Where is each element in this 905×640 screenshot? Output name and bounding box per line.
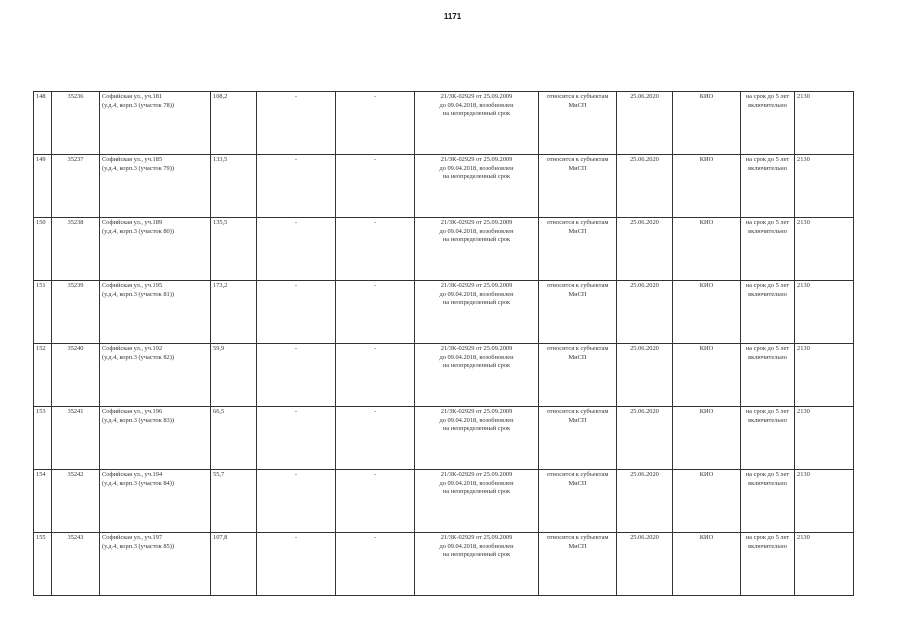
cell-n: 155 <box>36 534 46 541</box>
cell-status1: относится к субъектам <box>546 219 609 226</box>
category-code <box>795 155 854 218</box>
column-6-value <box>336 470 415 533</box>
cell-doc1: 21/ЗК-02929 от 25.09.2009 <box>440 345 513 352</box>
cell-c6: - <box>373 534 377 541</box>
cell-addr2: (у.д.4, корп.3 (участок 80)) <box>102 227 174 235</box>
cell-code2: 2130 <box>797 534 810 541</box>
cell-n: 151 <box>36 282 46 289</box>
cell-term1: на срок до 5 лет <box>745 219 790 226</box>
record-date <box>617 533 673 596</box>
cell-org: КИО <box>699 471 714 478</box>
cell-code: 35241 <box>67 408 84 415</box>
row-number <box>34 92 52 155</box>
cell-code2: 2130 <box>797 156 810 163</box>
column-5-value <box>257 407 336 470</box>
lease-term <box>741 344 795 407</box>
cell-date: 25.06.2020 <box>630 282 659 289</box>
cell-addr2: (у.д.4, корп.3 (участок 79)) <box>102 164 174 172</box>
category-code <box>795 281 854 344</box>
cell-status2: МиСП <box>568 290 587 298</box>
object-address <box>100 155 211 218</box>
cell-addr2: (у.д.4, корп.3 (участок 85)) <box>102 542 174 550</box>
table-row <box>34 218 854 281</box>
cell-area: 135,5 <box>213 219 228 226</box>
lease-term <box>741 470 795 533</box>
object-area <box>211 92 257 155</box>
cell-doc3: на неопределенный срок <box>442 236 511 244</box>
contract-details <box>415 92 539 155</box>
cell-term1: на срок до 5 лет <box>745 471 790 478</box>
cell-c6: - <box>373 156 377 163</box>
cell-status1: относится к субъектам <box>546 282 609 289</box>
cell-term1: на срок до 5 лет <box>745 534 790 541</box>
cell-code2: 2130 <box>797 345 810 352</box>
cell-date: 25.06.2020 <box>630 93 659 100</box>
contract-details <box>415 407 539 470</box>
cell-addr2: (у.д.4, корп.3 (участок 81)) <box>102 290 174 298</box>
cell-doc1: 21/ЗК-02929 от 25.09.2009 <box>440 471 513 478</box>
organization <box>673 281 741 344</box>
cell-code2: 2130 <box>797 282 810 289</box>
object-area <box>211 155 257 218</box>
object-area <box>211 533 257 596</box>
contract-details <box>415 533 539 596</box>
table-row <box>34 281 854 344</box>
column-5-value <box>257 92 336 155</box>
sme-status <box>539 470 617 533</box>
category-code <box>795 470 854 533</box>
cell-area: 55,7 <box>213 471 225 478</box>
cell-doc2: до 09.04.2018, возобновлен <box>439 227 514 235</box>
column-6-value <box>336 92 415 155</box>
column-6-value <box>336 407 415 470</box>
cell-code: 35238 <box>67 219 84 226</box>
cell-addr1: Софийская ул., уч.189 <box>102 219 163 226</box>
cell-date: 25.06.2020 <box>630 534 659 541</box>
object-area <box>211 281 257 344</box>
cell-date: 25.06.2020 <box>630 471 659 478</box>
contract-details <box>415 281 539 344</box>
cell-date: 25.06.2020 <box>630 345 659 352</box>
cell-code: 35239 <box>67 282 84 289</box>
cell-area: 66,5 <box>213 408 225 415</box>
cell-area: 59,9 <box>213 345 225 352</box>
category-code <box>795 407 854 470</box>
contract-details <box>415 155 539 218</box>
cell-term2: включительно <box>748 227 787 235</box>
category-code <box>795 92 854 155</box>
cell-n: 153 <box>36 408 46 415</box>
object-code <box>52 218 100 281</box>
lease-term <box>741 155 795 218</box>
cell-term2: включительно <box>748 164 787 172</box>
cell-code: 35242 <box>67 471 84 478</box>
organization <box>673 407 741 470</box>
cell-n: 149 <box>36 156 46 163</box>
cell-status1: относится к субъектам <box>546 471 609 478</box>
cell-org: КИО <box>699 408 714 415</box>
cell-org: КИО <box>699 156 714 163</box>
cell-doc3: на неопределенный срок <box>442 551 511 559</box>
cell-status1: относится к субъектам <box>546 156 609 163</box>
object-code <box>52 155 100 218</box>
sme-status <box>539 155 617 218</box>
cell-c5: - <box>294 93 298 100</box>
record-date <box>617 281 673 344</box>
cell-area: 108,2 <box>213 93 228 100</box>
column-5-value <box>257 470 336 533</box>
cell-doc3: на неопределенный срок <box>442 110 511 118</box>
cell-code: 35236 <box>67 93 84 100</box>
cell-doc1: 21/ЗК-02929 от 25.09.2009 <box>440 534 513 541</box>
cell-date: 25.06.2020 <box>630 219 659 226</box>
cell-doc2: до 09.04.2018, возобновлен <box>439 353 514 361</box>
column-5-value <box>257 344 336 407</box>
object-address <box>100 218 211 281</box>
cell-doc3: на неопределенный срок <box>442 425 511 433</box>
cell-c6: - <box>373 93 377 100</box>
cell-addr1: Софийская ул., уч.192 <box>102 345 163 352</box>
cell-n: 152 <box>36 345 46 352</box>
lease-term <box>741 281 795 344</box>
object-address <box>100 470 211 533</box>
cell-status2: МиСП <box>568 416 587 424</box>
cell-org: КИО <box>699 534 714 541</box>
record-date <box>617 344 673 407</box>
table-body <box>34 92 854 596</box>
cell-c6: - <box>373 408 377 415</box>
table-row <box>34 92 854 155</box>
cell-code: 35237 <box>67 156 84 163</box>
cell-addr1: Софийская ул., уч.196 <box>102 408 163 415</box>
category-code <box>795 344 854 407</box>
organization <box>673 218 741 281</box>
cell-area: 107,8 <box>213 534 228 541</box>
row-number <box>34 218 52 281</box>
lease-term <box>741 218 795 281</box>
cell-status1: относится к субъектам <box>546 93 609 100</box>
cell-code2: 2130 <box>797 471 810 478</box>
cell-n: 150 <box>36 219 46 226</box>
cell-term2: включительно <box>748 479 787 487</box>
cell-term1: на срок до 5 лет <box>745 156 790 163</box>
organization <box>673 344 741 407</box>
table-row <box>34 407 854 470</box>
record-date <box>617 407 673 470</box>
cell-doc3: на неопределенный срок <box>442 488 511 496</box>
cell-doc1: 21/ЗК-02929 от 25.09.2009 <box>440 156 513 163</box>
cell-addr1: Софийская ул., уч.194 <box>102 471 163 478</box>
row-number <box>34 281 52 344</box>
contract-details <box>415 218 539 281</box>
table-row <box>34 533 854 596</box>
cell-term1: на срок до 5 лет <box>745 282 790 289</box>
row-number <box>34 344 52 407</box>
row-number <box>34 407 52 470</box>
cell-code2: 2130 <box>797 219 810 226</box>
cell-doc3: на неопределенный срок <box>442 299 511 307</box>
cell-code: 35240 <box>67 345 84 352</box>
object-area <box>211 407 257 470</box>
cell-doc2: до 09.04.2018, возобновлен <box>439 542 514 550</box>
cell-addr1: Софийская ул., уч.195 <box>102 282 163 289</box>
column-5-value <box>257 281 336 344</box>
organization <box>673 92 741 155</box>
cell-org: КИО <box>699 93 714 100</box>
organization <box>673 533 741 596</box>
object-address <box>100 407 211 470</box>
cell-c6: - <box>373 219 377 226</box>
object-address <box>100 92 211 155</box>
contract-details <box>415 470 539 533</box>
cell-term2: включительно <box>748 353 787 361</box>
cell-c6: - <box>373 282 377 289</box>
record-date <box>617 92 673 155</box>
cell-doc3: на неопределенный срок <box>442 362 511 370</box>
lease-term <box>741 92 795 155</box>
table-row <box>34 470 854 533</box>
row-number <box>34 470 52 533</box>
cell-status2: МиСП <box>568 353 587 361</box>
cell-addr2: (у.д.4, корп.3 (участок 83)) <box>102 416 174 424</box>
cell-status1: относится к субъектам <box>546 408 609 415</box>
cell-status2: МиСП <box>568 542 587 550</box>
cell-c5: - <box>294 156 298 163</box>
organization <box>673 470 741 533</box>
table-row <box>34 155 854 218</box>
object-code <box>52 533 100 596</box>
column-6-value <box>336 344 415 407</box>
object-code <box>52 344 100 407</box>
cell-doc1: 21/ЗК-02929 от 25.09.2009 <box>440 408 513 415</box>
cell-area: 173,2 <box>213 282 228 289</box>
cell-term2: включительно <box>748 101 787 109</box>
lease-term <box>741 407 795 470</box>
column-6-value <box>336 281 415 344</box>
sme-status <box>539 407 617 470</box>
object-code <box>52 407 100 470</box>
cell-c5: - <box>294 282 298 289</box>
cell-term1: на срок до 5 лет <box>745 408 790 415</box>
cell-date: 25.06.2020 <box>630 156 659 163</box>
cell-status2: МиСП <box>568 479 587 487</box>
cell-doc2: до 09.04.2018, возобновлен <box>439 290 514 298</box>
cell-c6: - <box>373 471 377 478</box>
contract-details <box>415 344 539 407</box>
cell-n: 148 <box>36 93 46 100</box>
column-5-value <box>257 218 336 281</box>
cell-c6: - <box>373 345 377 352</box>
cell-addr2: (у.д.4, корп.3 (участок 84)) <box>102 479 174 487</box>
cell-c5: - <box>294 345 298 352</box>
lease-term <box>741 533 795 596</box>
sme-status <box>539 218 617 281</box>
object-area <box>211 470 257 533</box>
cell-code2: 2130 <box>797 93 810 100</box>
cell-c5: - <box>294 408 298 415</box>
record-date <box>617 470 673 533</box>
column-6-value <box>336 155 415 218</box>
column-6-value <box>336 533 415 596</box>
cell-doc3: на неопределенный срок <box>442 173 511 181</box>
object-area <box>211 344 257 407</box>
cell-addr2: (у.д.4, корп.3 (участок 78)) <box>102 101 174 109</box>
category-code <box>795 218 854 281</box>
sme-status <box>539 281 617 344</box>
cell-doc1: 21/ЗК-02929 от 25.09.2009 <box>440 219 513 226</box>
cell-code: 35243 <box>67 534 84 541</box>
cell-term2: включительно <box>748 416 787 424</box>
column-6-value <box>336 218 415 281</box>
record-date <box>617 218 673 281</box>
table-row <box>34 344 854 407</box>
cell-addr1: Софийская ул., уч.181 <box>102 93 163 100</box>
cell-doc1: 21/ЗК-02929 от 25.09.2009 <box>440 93 513 100</box>
cell-c5: - <box>294 219 298 226</box>
page-number: 1171 <box>443 12 462 21</box>
cell-doc1: 21/ЗК-02929 от 25.09.2009 <box>440 282 513 289</box>
cell-status2: МиСП <box>568 227 587 235</box>
cell-addr1: Софийская ул., уч.185 <box>102 156 163 163</box>
record-date <box>617 155 673 218</box>
registry-table <box>33 91 854 596</box>
category-code <box>795 533 854 596</box>
object-address <box>100 533 211 596</box>
cell-status1: относится к субъектам <box>546 534 609 541</box>
cell-term1: на срок до 5 лет <box>745 93 790 100</box>
cell-date: 25.06.2020 <box>630 408 659 415</box>
column-5-value <box>257 155 336 218</box>
object-code <box>52 470 100 533</box>
cell-org: КИО <box>699 282 714 289</box>
cell-org: КИО <box>699 219 714 226</box>
cell-n: 154 <box>36 471 46 478</box>
object-code <box>52 92 100 155</box>
cell-doc2: до 09.04.2018, возобновлен <box>439 164 514 172</box>
cell-c5: - <box>294 471 298 478</box>
cell-addr2: (у.д.4, корп.3 (участок 82)) <box>102 353 174 361</box>
cell-area: 133,5 <box>213 156 228 163</box>
row-number <box>34 155 52 218</box>
cell-term2: включительно <box>748 542 787 550</box>
cell-org: КИО <box>699 345 714 352</box>
cell-doc2: до 09.04.2018, возобновлен <box>439 416 514 424</box>
cell-doc2: до 09.04.2018, возобновлен <box>439 479 514 487</box>
cell-status1: относится к субъектам <box>546 345 609 352</box>
object-address <box>100 281 211 344</box>
sme-status <box>539 92 617 155</box>
cell-term1: на срок до 5 лет <box>745 345 790 352</box>
sme-status <box>539 344 617 407</box>
row-number <box>34 533 52 596</box>
object-code <box>52 281 100 344</box>
cell-c5: - <box>294 534 298 541</box>
cell-term2: включительно <box>748 290 787 298</box>
object-address <box>100 344 211 407</box>
cell-status2: МиСП <box>568 101 587 109</box>
sme-status <box>539 533 617 596</box>
column-5-value <box>257 533 336 596</box>
cell-doc2: до 09.04.2018, возобновлен <box>439 101 514 109</box>
organization <box>673 155 741 218</box>
cell-addr1: Софийская ул., уч.197 <box>102 534 163 541</box>
object-area <box>211 218 257 281</box>
cell-status2: МиСП <box>568 164 587 172</box>
cell-code2: 2130 <box>797 408 810 415</box>
